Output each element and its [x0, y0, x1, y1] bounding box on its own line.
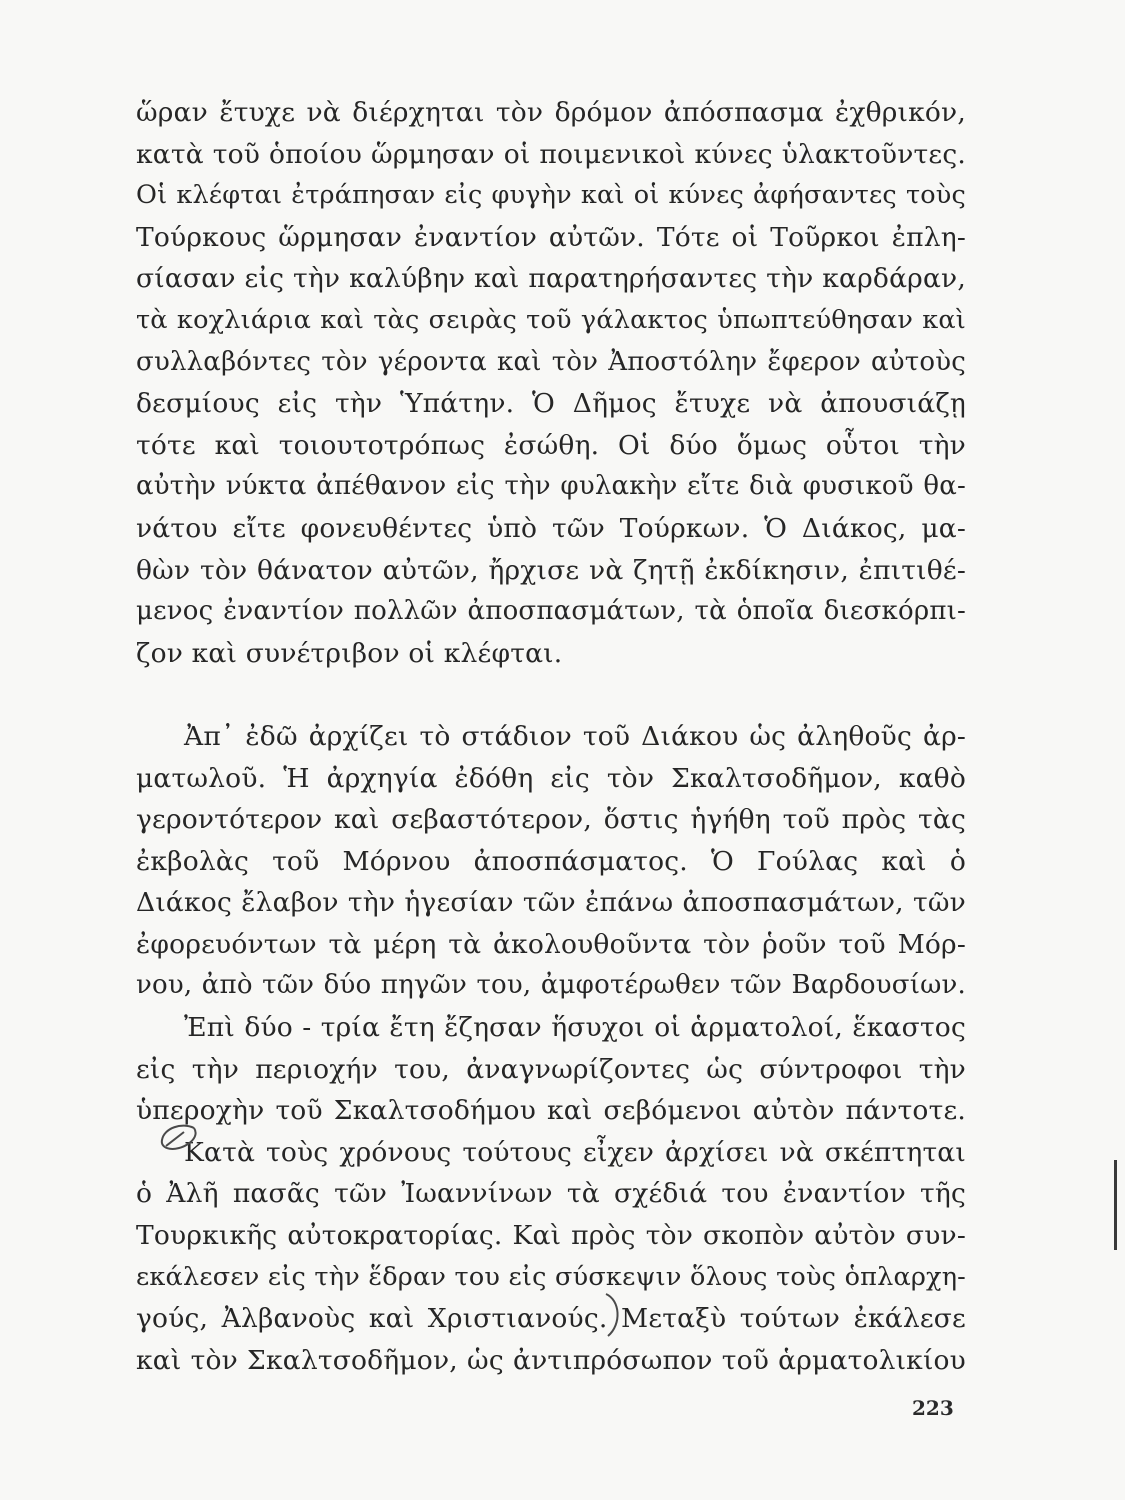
- text-line: μενος ἐναντίον πολλῶν ἀποσπασμάτων, τὰ ὁποῖα διεσκόρπι-: [136, 596, 966, 627]
- text-line: γούς, Ἀλβανοὺς καὶ Χριστιανούς. Μεταξὺ τούτων ἐκάλεσε: [136, 1303, 966, 1335]
- text-line: ὁ Ἀλῆ πασᾶς τῶν Ἰωαννίνων τὰ σχέδιά του ἐναντίον τῆς: [136, 1178, 966, 1210]
- text-line: καὶ τὸν Σκαλτσοδῆμον, ὡς ἀντιπρόσωπον τοῦ ἁρματολικίου: [136, 1344, 966, 1376]
- text-line: Τούρκους ὥρμησαν ἐναντίον αὐτῶν. Τότε οἱ Τοῦρκοι ἐπλη-: [136, 221, 966, 253]
- text-line: θὼν τὸν θάνατον αὐτῶν, ἤρχισε νὰ ζητῇ ἐκδίκησιν, ἐπιτιθέ-: [136, 554, 966, 586]
- text-line: εκάλεσεν εἰς τὴν ἕδραν του εἰς σύσκεψιν ὅλους τοὺς ὁπλαρχη-: [136, 1261, 966, 1292]
- text-line: Κατὰ τοὺς χρόνους τούτους εἶχεν ἀρχίσει νὰ σκέπτηται: [184, 1136, 966, 1168]
- text-line: δεσμίους εἰς τὴν Ὑπάτην. Ὁ Δῆμος ἔτυχε νὰ ἀπουσιάζῃ: [136, 388, 966, 420]
- text-line: γεροντότερον καὶ σεβαστότερον, ὅστις ἡγήθη τοῦ πρὸς τὰς: [136, 804, 966, 836]
- text-line: κατὰ τοῦ ὁποίου ὥρμησαν οἱ ποιμενικοὶ κύνες ὑλακτοῦντες.: [136, 138, 966, 170]
- text-line: νου, ἀπὸ τῶν δύο πηγῶν του, ἀμφοτέρωθεν τῶν Βαρδουσίων.: [136, 970, 966, 1001]
- body-text: [136, 92, 966, 1381]
- text-line: εἰς τὴν περιοχήν του, ἀναγνωρίζοντες ὡς σύντροφοι τὴν: [136, 1053, 966, 1085]
- text-line: ἐφορευόντων τὰ μέρη τὰ ἀκολουθοῦντα τὸν ῥοῦν τοῦ Μόρ-: [136, 928, 966, 960]
- paragraph-gap: [136, 674, 966, 716]
- text-line: νάτου εἴτε φονευθέντες ὑπὸ τῶν Τούρκων. Ὁ Διάκος, μα-: [136, 512, 966, 544]
- text-line: τὰ κοχλιάρια καὶ τὰς σειρὰς τοῦ γάλακτος ὑπωπτεύθησαν καὶ: [136, 304, 966, 335]
- edge-mark: [1114, 1160, 1117, 1250]
- text-line: Τουρκικῆς αὐτοκρατορίας. Καὶ πρὸς τὸν σκοπὸν αὐτὸν συν-: [136, 1220, 966, 1252]
- text-line: ματωλοῦ. Ἡ ἀρχηγία ἐδόθη εἰς τὸν Σκαλτσοδῆμον, καθὸ: [136, 762, 966, 794]
- text-line: Ἀπ᾽ ἐδῶ ἀρχίζει τὸ στάδιον τοῦ Διάκου ὡς ἀληθοῦς ἀρ-: [184, 720, 966, 752]
- text-line: αὐτὴν νύκτα ἀπέθανον εἰς τὴν φυλακὴν εἴτε διὰ φυσικοῦ θα-: [136, 471, 966, 502]
- text-line: ἐκβολὰς τοῦ Μόρνου ἀποσπάσματος. Ὁ Γούλας καὶ ὁ: [136, 845, 966, 877]
- text-line: ὑπεροχὴν τοῦ Σκαλτσοδήμου καὶ σεβόμενοι αὐτὸν πάντοτε.: [136, 1095, 966, 1127]
- text-line: σίασαν εἰς τὴν καλύβην καὶ παρατηρήσαντες τὴν καρδάραν,: [136, 263, 966, 295]
- text-line: Οἱ κλέφται ἐτράπησαν εἰς φυγὴν καὶ οἱ κύνες ἀφήσαντες τοὺς: [136, 180, 966, 211]
- text-line: συλλαβόντες τὸν γέροντα καὶ τὸν Ἀποστόλην ἔφερον αὐτοὺς: [136, 346, 966, 377]
- text-line: Ἐπὶ δύο - τρία ἔτη ἔζησαν ἥσυχοι οἱ ἁρματολοί, ἕκαστος: [184, 1012, 966, 1044]
- text-line: Διάκος ἔλαβον τὴν ἡγεσίαν τῶν ἐπάνω ἀποσπασμάτων, τῶν: [136, 887, 966, 919]
- text-line: τότε καὶ τοιουτοτρόπως ἐσώθη. Οἱ δύο ὅμως οὗτοι τὴν: [136, 429, 966, 461]
- text-line: ὥραν ἔτυχε νὰ διέρχηται τὸν δρόμον ἀπόσπασμα ἐχθρικόν,: [136, 97, 966, 128]
- page-number: 223: [912, 1396, 954, 1420]
- text-line: ζον καὶ συνέτριβον οἱ κλέφται.: [136, 637, 563, 669]
